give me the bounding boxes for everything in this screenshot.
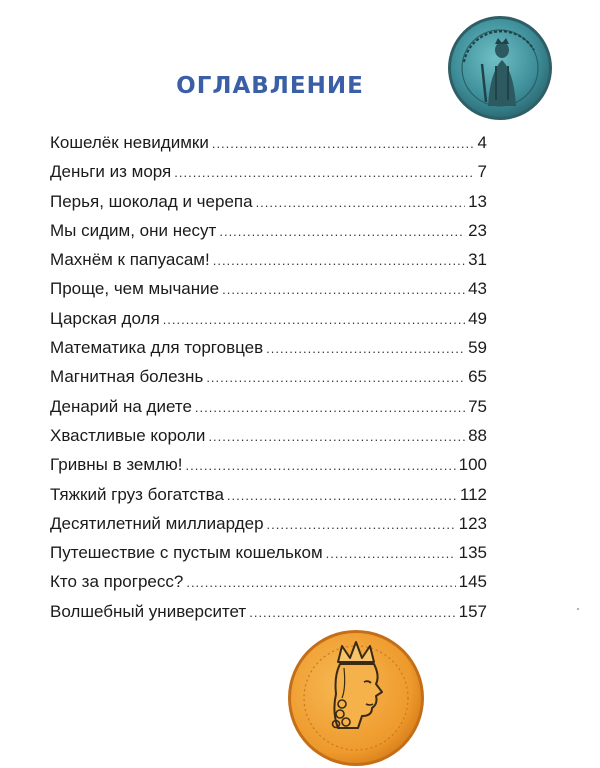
toc-entry-title: Математика для торговцев <box>50 338 264 358</box>
page-title: ОГЛАВЛЕНИЕ <box>176 73 364 100</box>
toc-entry[interactable] <box>50 543 487 572</box>
toc-entry[interactable] <box>50 279 487 308</box>
toc-entry-page: 31 <box>468 250 487 270</box>
toc-entry-page: 65 <box>468 367 487 387</box>
toc-entry-title: Перья, шоколад и черепа <box>50 191 253 211</box>
toc-leader-dots <box>249 605 455 620</box>
toc-leader-dots <box>185 458 455 473</box>
toc-entry-title: Денарий на диете <box>50 396 192 416</box>
toc-entry-title: Путешествие с пустым кошельком <box>50 543 323 563</box>
toc-leader-dots <box>186 575 455 590</box>
toc-entry-title: Кошелёк невидимки <box>50 133 209 152</box>
orange-coin-icon <box>286 628 426 768</box>
toc-entry-page: 23 <box>468 220 487 240</box>
toc-entry-page: 145 <box>458 572 487 592</box>
toc-entry[interactable] <box>50 250 487 279</box>
toc-entry[interactable] <box>50 397 487 426</box>
toc-leader-dots <box>326 546 456 561</box>
toc-entry[interactable] <box>50 162 487 191</box>
toc-entry-title: Деньги из моря <box>50 162 172 182</box>
toc-entry-title: Кто за прогресс? <box>50 572 184 592</box>
toc-leader-dots <box>222 282 465 297</box>
toc-entry-page: 100 <box>458 455 487 475</box>
toc-entry[interactable] <box>50 514 487 543</box>
toc-leader-dots <box>206 370 465 385</box>
toc-leader-dots <box>219 224 465 239</box>
toc-leader-dots <box>195 400 465 415</box>
toc-entry-page: 59 <box>468 338 487 358</box>
toc-entry-title: Мы сидим, они несут <box>50 220 217 240</box>
toc-leader-dots <box>266 341 465 356</box>
paper-speck <box>577 608 579 610</box>
toc-entry[interactable] <box>50 367 487 396</box>
toc-entry-page: 43 <box>468 279 487 299</box>
toc-entry-page: 49 <box>468 308 487 328</box>
toc-leader-dots <box>213 253 465 268</box>
toc-entry-title: Волшебный университет <box>50 601 247 621</box>
toc-entry-page: 135 <box>458 543 487 563</box>
toc-entry-title: Магнитная болезнь <box>50 367 204 387</box>
toc-entry[interactable] <box>50 485 487 514</box>
toc-leader-dots <box>163 312 465 327</box>
toc-entry[interactable] <box>50 572 487 601</box>
toc-entry-page: 7 <box>477 162 487 182</box>
toc-leader-dots <box>208 429 465 444</box>
toc-entry[interactable] <box>50 455 487 484</box>
toc-entry[interactable] <box>50 133 487 162</box>
toc-entry[interactable] <box>50 309 487 338</box>
toc-entry-page: 13 <box>468 191 487 211</box>
toc-entry-title: Десятилетний миллиардер <box>50 513 264 533</box>
toc-entry-page: 157 <box>458 601 487 621</box>
toc-entry[interactable] <box>50 426 487 455</box>
toc-leader-dots <box>267 517 456 532</box>
toc-entry-page: 75 <box>468 396 487 416</box>
toc-entry-page: 112 <box>459 484 487 504</box>
toc-entry[interactable] <box>50 221 487 250</box>
table-of-contents <box>50 133 487 631</box>
teal-coin-icon <box>446 14 554 122</box>
toc-entry-page: 4 <box>477 133 487 152</box>
toc-leader-dots <box>227 488 457 503</box>
toc-leader-dots <box>256 195 466 210</box>
toc-entry-title: Махнём к папуасам! <box>50 250 210 270</box>
toc-entry-title: Тяжкий груз богатства <box>50 484 224 504</box>
toc-entry-title: Гривны в землю! <box>50 455 183 475</box>
toc-entry[interactable] <box>50 338 487 367</box>
toc-entry[interactable] <box>50 602 487 631</box>
toc-entry-page: 123 <box>458 513 487 533</box>
toc-entry-title: Царская доля <box>50 308 160 328</box>
toc-entry-title: Хвастливые короли <box>50 425 206 445</box>
toc-leader-dots <box>174 165 474 180</box>
toc-entry-page: 88 <box>468 425 487 445</box>
toc-entry-title: Проще, чем мычание <box>50 279 220 299</box>
toc-entry[interactable] <box>50 192 487 221</box>
toc-leader-dots <box>212 136 475 151</box>
